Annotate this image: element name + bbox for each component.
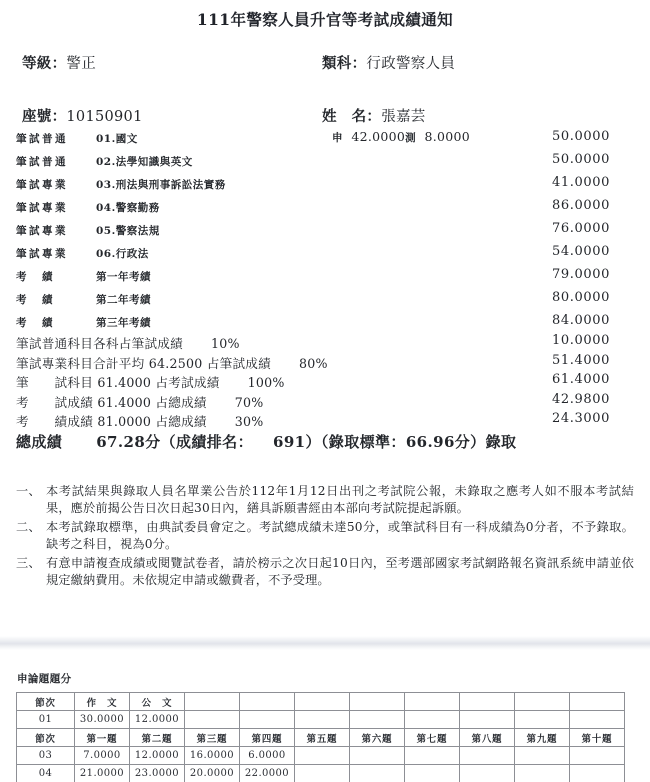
table-cell (570, 747, 625, 765)
calculation-weight: 70% (234, 394, 264, 410)
note-text: 本考試結果與錄取人員名單業公告於112年1月12日出刊之考試院公報，未錄取之應考人如不服本考試結果，應於前揭公告日次日起30日內，繕具訴願書經由本部向考試院提起訴願。 (46, 484, 634, 516)
score-subject: 第三年考績 (96, 317, 151, 329)
table-cell (405, 747, 460, 765)
table-header-cell: 第四題 (240, 729, 295, 747)
total-score: 67.28分 (96, 433, 161, 451)
table-header-cell: 公 文 (130, 693, 185, 711)
cutoff-label: （錄取標準： (320, 433, 406, 451)
calculation-points: 51.4000 (552, 352, 610, 368)
calculation-points: 24.3000 (552, 411, 610, 426)
score-category: 筆試普通 (16, 156, 68, 168)
score-points: 79.0000 (552, 267, 610, 282)
table-header-cell: 第八題 (460, 729, 515, 747)
table-header-cell (405, 693, 460, 711)
table-cell: 7.0000 (75, 747, 130, 765)
calculation-text (16, 392, 264, 411)
score-row (0, 128, 650, 151)
calculation-description: 考 試成績 61.4000 占總成績 (16, 394, 207, 410)
score-row (0, 174, 650, 197)
table-header-cell (515, 693, 570, 711)
score-category: 考 績 (16, 271, 55, 283)
calculation-weight: 100% (247, 375, 285, 390)
score-breakdown (332, 129, 470, 145)
table-cell: 16.0000 (185, 747, 240, 765)
score-row (0, 220, 650, 243)
page-title: 111年警察人員升官等考試成績通知 (196, 10, 454, 29)
rank-value: 691） (272, 433, 321, 451)
question-score-table (16, 692, 625, 782)
score-category: 考 績 (16, 294, 55, 306)
calculation-row (0, 392, 650, 412)
table-cell (350, 765, 405, 782)
score-subject: 02.法學知識與英文 (96, 156, 193, 168)
note-marker: 二、 (16, 519, 41, 534)
table-header-cell (240, 693, 295, 711)
score-subject: 03.刑法與刑事訴訟法實務 (96, 179, 226, 191)
table-row (17, 765, 625, 782)
essay-part-label: 申 (332, 132, 343, 144)
table-cell (460, 747, 515, 765)
score-category: 筆試專業 (16, 202, 68, 214)
table-header-cell: 第三題 (185, 729, 240, 747)
rank-label: （成績排名： (160, 433, 253, 451)
table-cell (460, 711, 515, 729)
section-divider (0, 636, 650, 650)
calculation-points: 61.4000 (552, 372, 610, 387)
table-cell: 22.0000 (240, 765, 295, 782)
table-header-row (17, 693, 625, 711)
seat-number-field (22, 105, 143, 126)
table-cell: 03 (17, 747, 75, 765)
table-cell: 12.0000 (130, 711, 185, 729)
score-row (0, 312, 650, 335)
total-label: 總成績 (16, 433, 63, 451)
table-cell (350, 747, 405, 765)
candidate-name-label: 姓 名： (322, 108, 382, 125)
table-cell (405, 765, 460, 782)
seat-number-value: 10150901 (66, 109, 143, 125)
table-cell (515, 747, 570, 765)
notes-section (16, 483, 634, 590)
grade-value: 警正 (66, 56, 97, 72)
note-item (16, 483, 634, 518)
cutoff-value: 66.96分） (405, 433, 486, 451)
score-subject: 第一年考績 (96, 271, 151, 283)
subject-score-list (0, 128, 650, 335)
score-subject: 06.行政法 (96, 248, 149, 260)
class-value: 行政警察人員 (366, 56, 456, 72)
score-points: 50.0000 (552, 129, 610, 144)
table-cell: 6.0000 (240, 747, 295, 765)
table-header-cell: 第五題 (295, 729, 350, 747)
candidate-name-field (322, 105, 426, 126)
score-row (0, 243, 650, 266)
calculation-row (0, 411, 650, 431)
table-header-cell (185, 693, 240, 711)
essay-part-value: 42.0000 (351, 129, 406, 144)
calculation-description: 筆試普通科目各科占筆試成績 (16, 336, 183, 351)
table-header-cell (460, 693, 515, 711)
calculation-points: 10.0000 (552, 333, 610, 348)
seat-number-label: 座號： (22, 108, 67, 125)
calculation-weight: 10% (210, 336, 240, 351)
score-row (0, 289, 650, 312)
score-points: 41.0000 (552, 175, 610, 190)
calculation-row (0, 372, 650, 392)
table-header-cell: 節次 (17, 693, 75, 711)
score-row (0, 266, 650, 289)
admission-result: 錄取 (485, 433, 517, 451)
table-header-cell: 第一題 (75, 729, 130, 747)
class-label: 類科： (322, 55, 367, 72)
table-cell: 21.0000 (75, 765, 130, 782)
note-text: 本考試錄取標準，由典試委員會定之。考試總成績未達50分，或筆試科目有一科成績為0分者，不予錄取。缺考之科目，視為0分。 (46, 519, 634, 552)
table-header-cell: 第二題 (130, 729, 185, 747)
score-points: 54.0000 (552, 244, 610, 259)
table-header-cell: 第十題 (570, 729, 625, 747)
calculation-text (16, 353, 328, 372)
table-cell (350, 711, 405, 729)
table-cell: 20.0000 (185, 765, 240, 782)
test-part-label: 測 (405, 132, 416, 144)
table-cell: 30.0000 (75, 711, 130, 729)
calculation-description: 筆試專業科目合計平均 64.2500 占筆試成績 (16, 355, 271, 371)
table-header-cell: 第七題 (405, 729, 460, 747)
table-header-cell: 節次 (17, 729, 75, 747)
calculation-description: 筆 試科目 61.4000 占考試成績 (16, 375, 220, 390)
calculation-weight: 80% (299, 355, 328, 371)
class-field (322, 52, 455, 73)
calculation-weight: 30% (234, 414, 264, 429)
calculation-description: 考 績成績 81.0000 占總成績 (16, 414, 207, 429)
note-text: 有意申請複查成績或閱覽試卷者，請於榜示之次日起10日內，至考選部國家考試網路報名資訊系統申請並依規定繳納費用。未依規定申請或繳費者，不予受理。 (46, 555, 634, 588)
grade-field (22, 52, 96, 73)
calculation-text (16, 411, 264, 430)
note-item (16, 519, 634, 554)
score-row (0, 151, 650, 174)
table-cell: 23.0000 (130, 765, 185, 782)
calculation-row (0, 353, 650, 373)
score-points: 76.0000 (552, 221, 610, 236)
note-marker: 一、 (16, 484, 41, 498)
table-cell: 01 (17, 711, 75, 729)
table-cell (570, 711, 625, 729)
score-category: 筆試專業 (16, 225, 68, 237)
score-subject: 04.警察勤務 (96, 202, 160, 214)
score-category: 考 績 (16, 317, 55, 329)
table-header-cell (350, 693, 405, 711)
note-marker: 三、 (16, 555, 41, 570)
table-cell (295, 711, 350, 729)
table-header-cell: 作 文 (75, 693, 130, 711)
table-cell (295, 747, 350, 765)
score-category: 筆試專業 (16, 248, 68, 260)
score-points: 80.0000 (552, 290, 610, 305)
score-subject: 05.警察法規 (96, 225, 160, 237)
table-header-row (17, 729, 625, 747)
table-cell (295, 765, 350, 782)
table-row (17, 711, 625, 729)
table-header-cell (570, 693, 625, 711)
table-cell (405, 711, 460, 729)
total-score-line (16, 431, 516, 452)
grade-label: 等級： (22, 55, 67, 72)
candidate-name-value: 張嘉芸 (381, 109, 426, 125)
table-cell: 12.0000 (130, 747, 185, 765)
score-points: 50.0000 (552, 152, 610, 167)
table-cell (515, 765, 570, 782)
question-table-caption: 申論題題分 (17, 673, 72, 685)
table-cell (240, 711, 295, 729)
test-part-value: 8.0000 (424, 129, 471, 144)
table-row (17, 747, 625, 765)
table-header-cell: 第九題 (515, 729, 570, 747)
table-cell (515, 711, 570, 729)
table-cell (570, 765, 625, 782)
score-category: 筆試普通 (16, 133, 68, 145)
score-category: 筆試專業 (16, 179, 68, 191)
score-subject: 01.國文 (96, 133, 138, 145)
table-header-cell: 第六題 (350, 729, 405, 747)
table-cell (460, 765, 515, 782)
score-points: 86.0000 (552, 198, 610, 213)
score-calculation-list (0, 333, 650, 431)
table-cell (185, 711, 240, 729)
table-cell: 04 (17, 765, 75, 782)
calculation-row (0, 333, 650, 353)
note-item (16, 555, 634, 590)
calculation-points: 42.9800 (552, 391, 610, 407)
score-row (0, 197, 650, 220)
calculation-text (16, 372, 285, 391)
score-subject: 第二年考績 (96, 294, 151, 306)
table-header-cell (295, 693, 350, 711)
calculation-text (16, 333, 240, 352)
score-points: 84.0000 (552, 313, 610, 328)
